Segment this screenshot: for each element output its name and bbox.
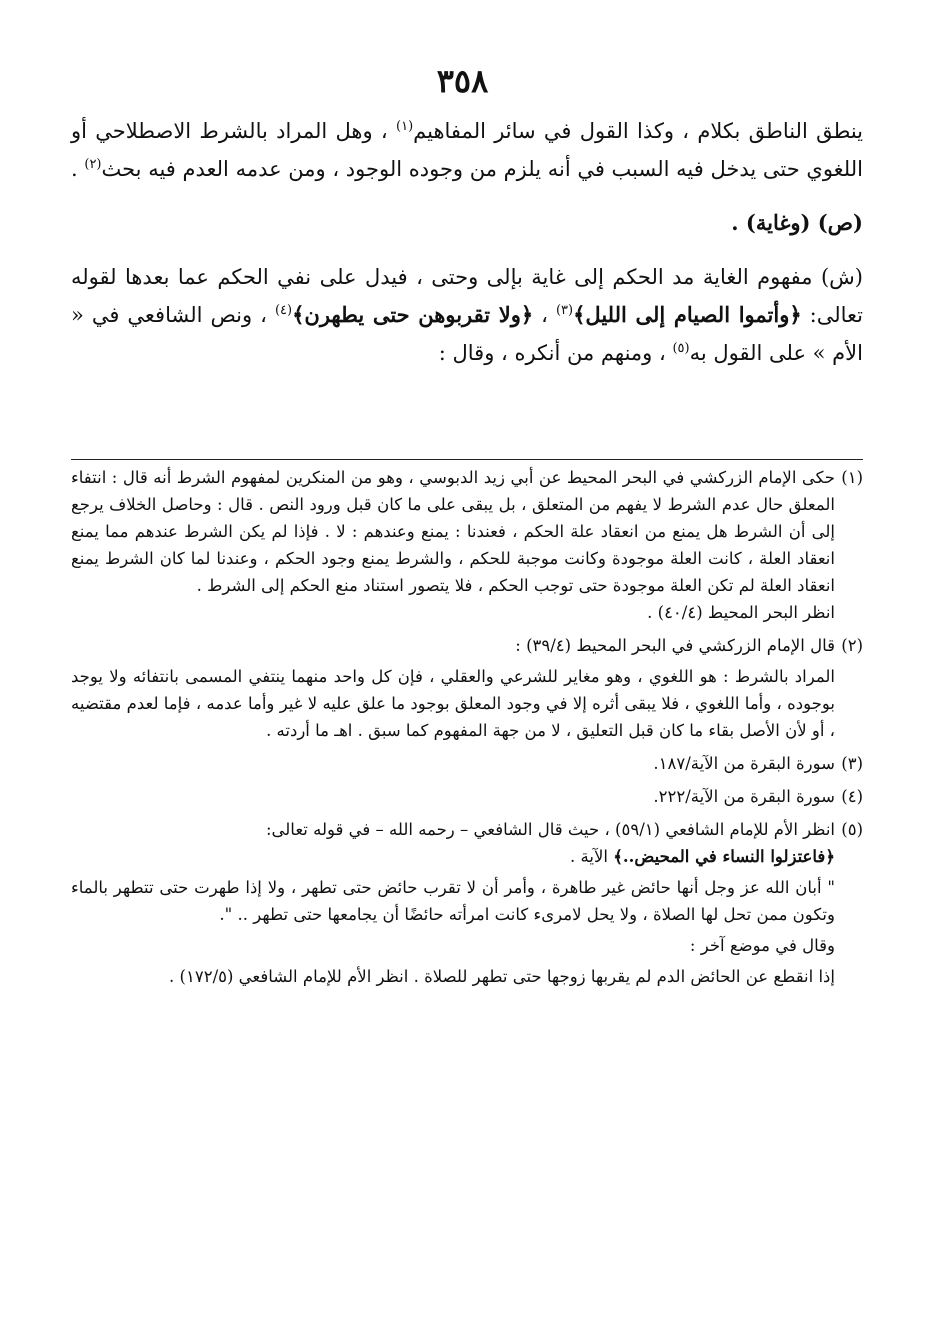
footnote-ref-4[interactable]: (٤) [274,303,293,318]
footnote-heading: قال الإمام الزركشي في البحر المحيط (٣٩/٤) : [515,636,835,655]
main-text [71,112,863,372]
footnote-ref-2[interactable]: (٢) [84,157,102,172]
verse-suffix: الآية . [570,847,614,866]
footnote-number: (١) [841,468,863,487]
footnote-4 [71,783,863,810]
footnote-2 [71,632,863,744]
footnotes [71,464,863,996]
paragraph-1 [71,112,863,188]
paragraph-2-text-c: ، ونص الشافعي في « الأم » على القول به [71,303,863,365]
footnote-other-place: وقال في موضع آخر : [689,936,835,955]
paragraph-2-text-d: ، ومنهم من أنكره ، وقال : [438,341,673,365]
paragraph-2-text-b: ، [533,303,556,327]
footnote-body [71,750,835,777]
paragraph-1-text-a: ينطق الناطق بكلام ، وكذا القول في سائر المفاهيم [413,119,863,143]
footnote-ref-1[interactable]: (١) [396,119,414,134]
footnote-source: انظر البحر المحيط (٤٠/٤) . [647,603,835,622]
footnote-body [71,816,835,990]
footnote-quote: " أبان الله عز وجل أنها حائض غير طاهرة ، وأمر أن لا تقرب حائض حتى تطهر ، ولا إذا طهرت حتى تتطهر بالماء وتكون ممن تحل لها الصلاة ، ولا يحل لامرىء كانت امرأته حائضًا أن يجامعها حتى تطهر .. ". [71,878,835,924]
footnote-5 [71,816,863,990]
section-marker: (ص) (وغاية) . [731,210,863,235]
footnote-text: سورة البقرة من الآية/١٨٧. [653,754,835,773]
quran-verse-1: ﴿وأتموا الصيام إلى الليل﴾ [573,302,802,327]
footnote-text: حكى الإمام الزركشي في البحر المحيط عن أبي زيد الدبوسي ، وهو من المنكرين لمفهوم الشرط أنه قال : انتفاء المعلق حال عدم الشرط لا يفهم من المتعلق ، بل يبقى على ما كان قبل ورود النص . قال : وحاصل الخلاف يرجع إلى أن الشرط هل يمنع من انعقاد علة الحكم ، فعندنا : يمنع وعندهم : لا . فإذا لم يكن الشرط عندهم مما يمنع انعقاد العلة ، كانت العلة موجودة وكانت موجبة للحكم ، والشرط يمنع وجود الحكم ، وعندنا لما كان الشرط يمنع انعقاد العلة لم تكن العلة موجودة حتى توجب الحكم ، فلا يتصور استناد منع الحكم إلى الشرط . [71,468,835,595]
quran-verse-3: ﴿فاعتزلوا النساء في المحيض..﴾ [613,847,835,866]
quran-verse-2: ﴿ولا تقربوهن حتى يطهرن﴾ [292,302,534,327]
paragraph-1-text-b: ، وهل المراد بالشرط الاصطلاحي أو اللغوي حتى يدخل فيه السبب في أنه يلزم من وجوده الوجود ، ومن عدمه العدم فيه بحث [71,119,863,181]
paragraph-1-text-c: . [71,157,85,181]
footnote-number: (٢) [841,636,863,655]
footnote-heading: انظر الأم للإمام الشافعي (٥٩/١) ، حيث قال الشافعي – رحمه الله – في قوله تعالى: [265,820,835,839]
footnote-3 [71,750,863,777]
footnote-number: (٥) [841,820,863,839]
paragraph-2-text-a: (ش) مفهوم الغاية مد الحكم إلى غاية بإلى وحتى ، فيدل على نفي الحكم عما بعدها لقوله تعالى: [71,265,863,327]
footnote-body [71,783,835,810]
footnote-body [71,464,835,626]
footnote-ref-5[interactable]: (٥) [672,341,690,356]
footnote-1 [71,464,863,626]
paragraph-2 [71,258,863,372]
footnote-verse-line [71,843,835,870]
footnote-number: (٣) [841,754,863,773]
page-number: ٣٥٨ [436,62,489,100]
footnote-divider [71,459,863,460]
footnote-number: (٤) [841,787,863,806]
footnote-ref-3[interactable]: (٣) [555,303,574,318]
footnote-last: إذا انقطع عن الحائض الدم لم يقربها زوجها حتى تطهر للصلاة . انظر الأم للإمام الشافعي (١٧٢/٥) . [169,967,835,986]
footnote-body [71,632,835,744]
footnote-text: سورة البقرة من الآية/٢٢٢. [653,787,835,806]
footnote-quote: المراد بالشرط : هو اللغوي ، وهو مغاير للشرعي والعقلي ، فإن كل واحد منهما ينتفي المسمى بانتفائه ولا يوجد بوجوده ، وأما اللغوي ، فلا يبقى أثره إلا في وجود المعلق بوجود ما علق عليه لا غير وأما عدمه ، فإما لعدم مقتضيه ، أو لأن الأصل بقاء ما كان قبل التعليق ، لا من جهة المفهوم كما سبق . اهـ ما أردته . [71,667,835,740]
